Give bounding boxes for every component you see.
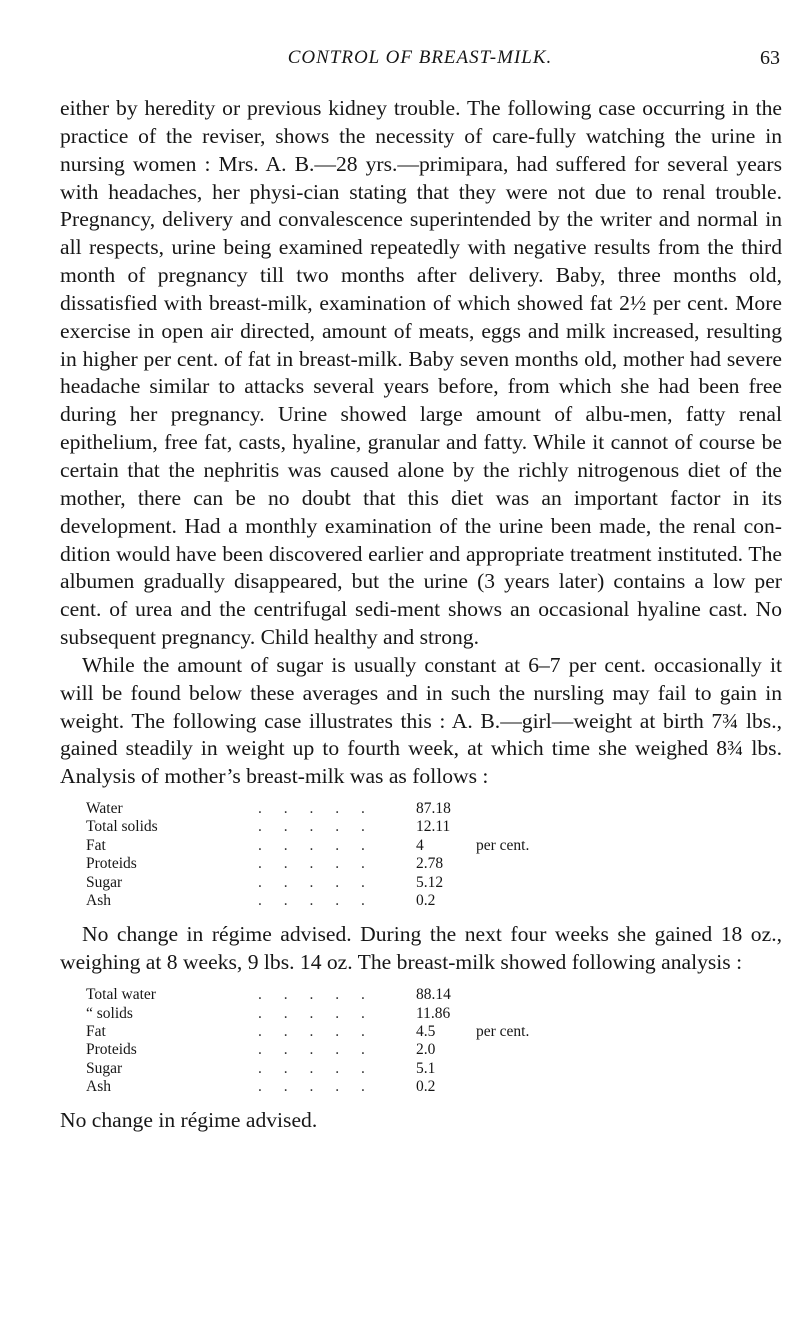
analysis-label: Total water [86, 986, 156, 1004]
paragraph-no-change-first: No change in régime advised. During the next four weeks she gained 18 oz., weighing at 8 weeks, 9 lbs. 14 oz. The breast-milk showed following analysis : [60, 922, 782, 975]
analysis-table-first [86, 800, 776, 910]
analysis-value: 87.18 [416, 800, 451, 818]
analysis-unit: per cent. [476, 1022, 530, 1040]
analysis-value: 4 [416, 836, 424, 854]
analysis-label: Proteids [86, 1041, 137, 1059]
analysis-label: Ash [86, 892, 111, 910]
analysis-row [86, 874, 776, 892]
analysis-value: 2.0 [416, 1041, 436, 1059]
leader-dots: . . . . . [258, 800, 374, 818]
page-number: 63 [760, 47, 780, 69]
analysis-label: Fat [86, 836, 106, 854]
paragraph-no-change-second: No change in régime advised. [60, 1108, 318, 1133]
leader-dots: . . . . . [258, 1078, 374, 1096]
spacer [60, 910, 782, 921]
leader-dots: . . . . . [258, 986, 374, 1004]
leader-dots: . . . . . [258, 855, 374, 873]
analysis-row [86, 818, 776, 836]
analysis-value: 5.1 [416, 1059, 436, 1077]
leader-dots: . . . . . [258, 873, 374, 891]
analysis-value: 0.2 [416, 1078, 436, 1096]
analysis-label: Total solids [86, 818, 158, 836]
leader-dots: . . . . . [258, 836, 374, 854]
analysis-value: 4.5 [416, 1022, 436, 1040]
analysis-label: Sugar [86, 873, 123, 891]
analysis-label: Fat [86, 1022, 106, 1040]
body-text [60, 95, 782, 1135]
leader-dots: . . . . . [258, 1022, 374, 1040]
analysis-value: 2.78 [416, 855, 444, 873]
leader-dots: . . . . . [258, 1041, 374, 1059]
analysis-table-second [86, 986, 776, 1096]
analysis-row [86, 1078, 776, 1096]
analysis-label: Ash [86, 1078, 111, 1096]
analysis-unit: per cent. [476, 836, 530, 854]
paragraph-case-nephritis: either by heredity or previous kidney trouble. The following case occurring in the practice of the reviser, shows the necessity of care-fully watching the urine in nursing women : Mrs. A. B.—28 yrs.—primipara, had suffered for several years with headaches, her physi-cian stating that they were not due to renal trouble. Pregnancy, delivery and convalescence superintended by the writer and normal in all respects, urine being examined repeatedly with negative results from the third month of pregnancy till two months after delivery. Baby, three months old, dissatisfied with breast-milk, examination of which showed fat 2½ per cent. More exercise in open air directed, amount of meats, eggs and milk increased, resulting in higher per cent. of fat in breast-milk. Baby seven months old, mother had severe headache similar to attacks several years before, from which she had been free during her pregnancy. Urine showed large amount of albu-men, fatty renal epithelium, free fat, casts, hyaline, granular and fatty. While it cannot of course be certain that the nephritis was caused alone by the richly nitrogenous diet of the mother, there can be no doubt that this diet was an important factor in its development. Had a monthly examination of the urine been made, the renal con-dition would have been discovered earlier and appropriate treatment instituted. The albumen gradually disappeared, but the urine (3 years later) contains a low per cent. of urea and the centrifugal sedi-ment shows an occasional hyaline cast. No subsequent pregnancy. Child healthy and strong. [60, 96, 782, 650]
analysis-row [86, 837, 776, 855]
analysis-row [86, 1005, 776, 1023]
analysis-row [86, 800, 776, 818]
analysis-label: Water [86, 800, 123, 818]
running-head: CONTROL OF BREAST-MILK. [287, 47, 553, 68]
analysis-value: 5.12 [416, 873, 444, 891]
analysis-label: “ solids [86, 1004, 133, 1022]
leader-dots: . . . . . [258, 892, 374, 910]
leader-dots: . . . . . [258, 1059, 374, 1077]
paragraph-sugar-case: While the amount of sugar is usually constant at 6–7 per cent. occasionally it will be found below these averages and in such the nursling may fail to gain in weight. The following case illustrates this : A. B.—girl—weight at birth 7¾ lbs., gained steadily in weight up to fourth week, at which time she weighed 8¾ lbs. Analysis of mother’s breast-milk was as follows : [60, 652, 782, 789]
leader-dots: . . . . . [258, 818, 374, 836]
analysis-value: 12.11 [416, 818, 451, 836]
page-header [60, 47, 780, 77]
leader-dots: . . . . . [258, 1004, 374, 1022]
analysis-label: Sugar [86, 1059, 123, 1077]
analysis-row [86, 986, 776, 1004]
analysis-row [86, 1023, 776, 1041]
analysis-label: Proteids [86, 855, 137, 873]
analysis-row [86, 1060, 776, 1078]
analysis-row [86, 855, 776, 873]
spacer [60, 1096, 782, 1107]
analysis-row [86, 892, 776, 910]
analysis-value: 88.14 [416, 986, 451, 1004]
analysis-row [86, 1041, 776, 1059]
analysis-value: 0.2 [416, 892, 436, 910]
analysis-value: 11.86 [416, 1004, 451, 1022]
